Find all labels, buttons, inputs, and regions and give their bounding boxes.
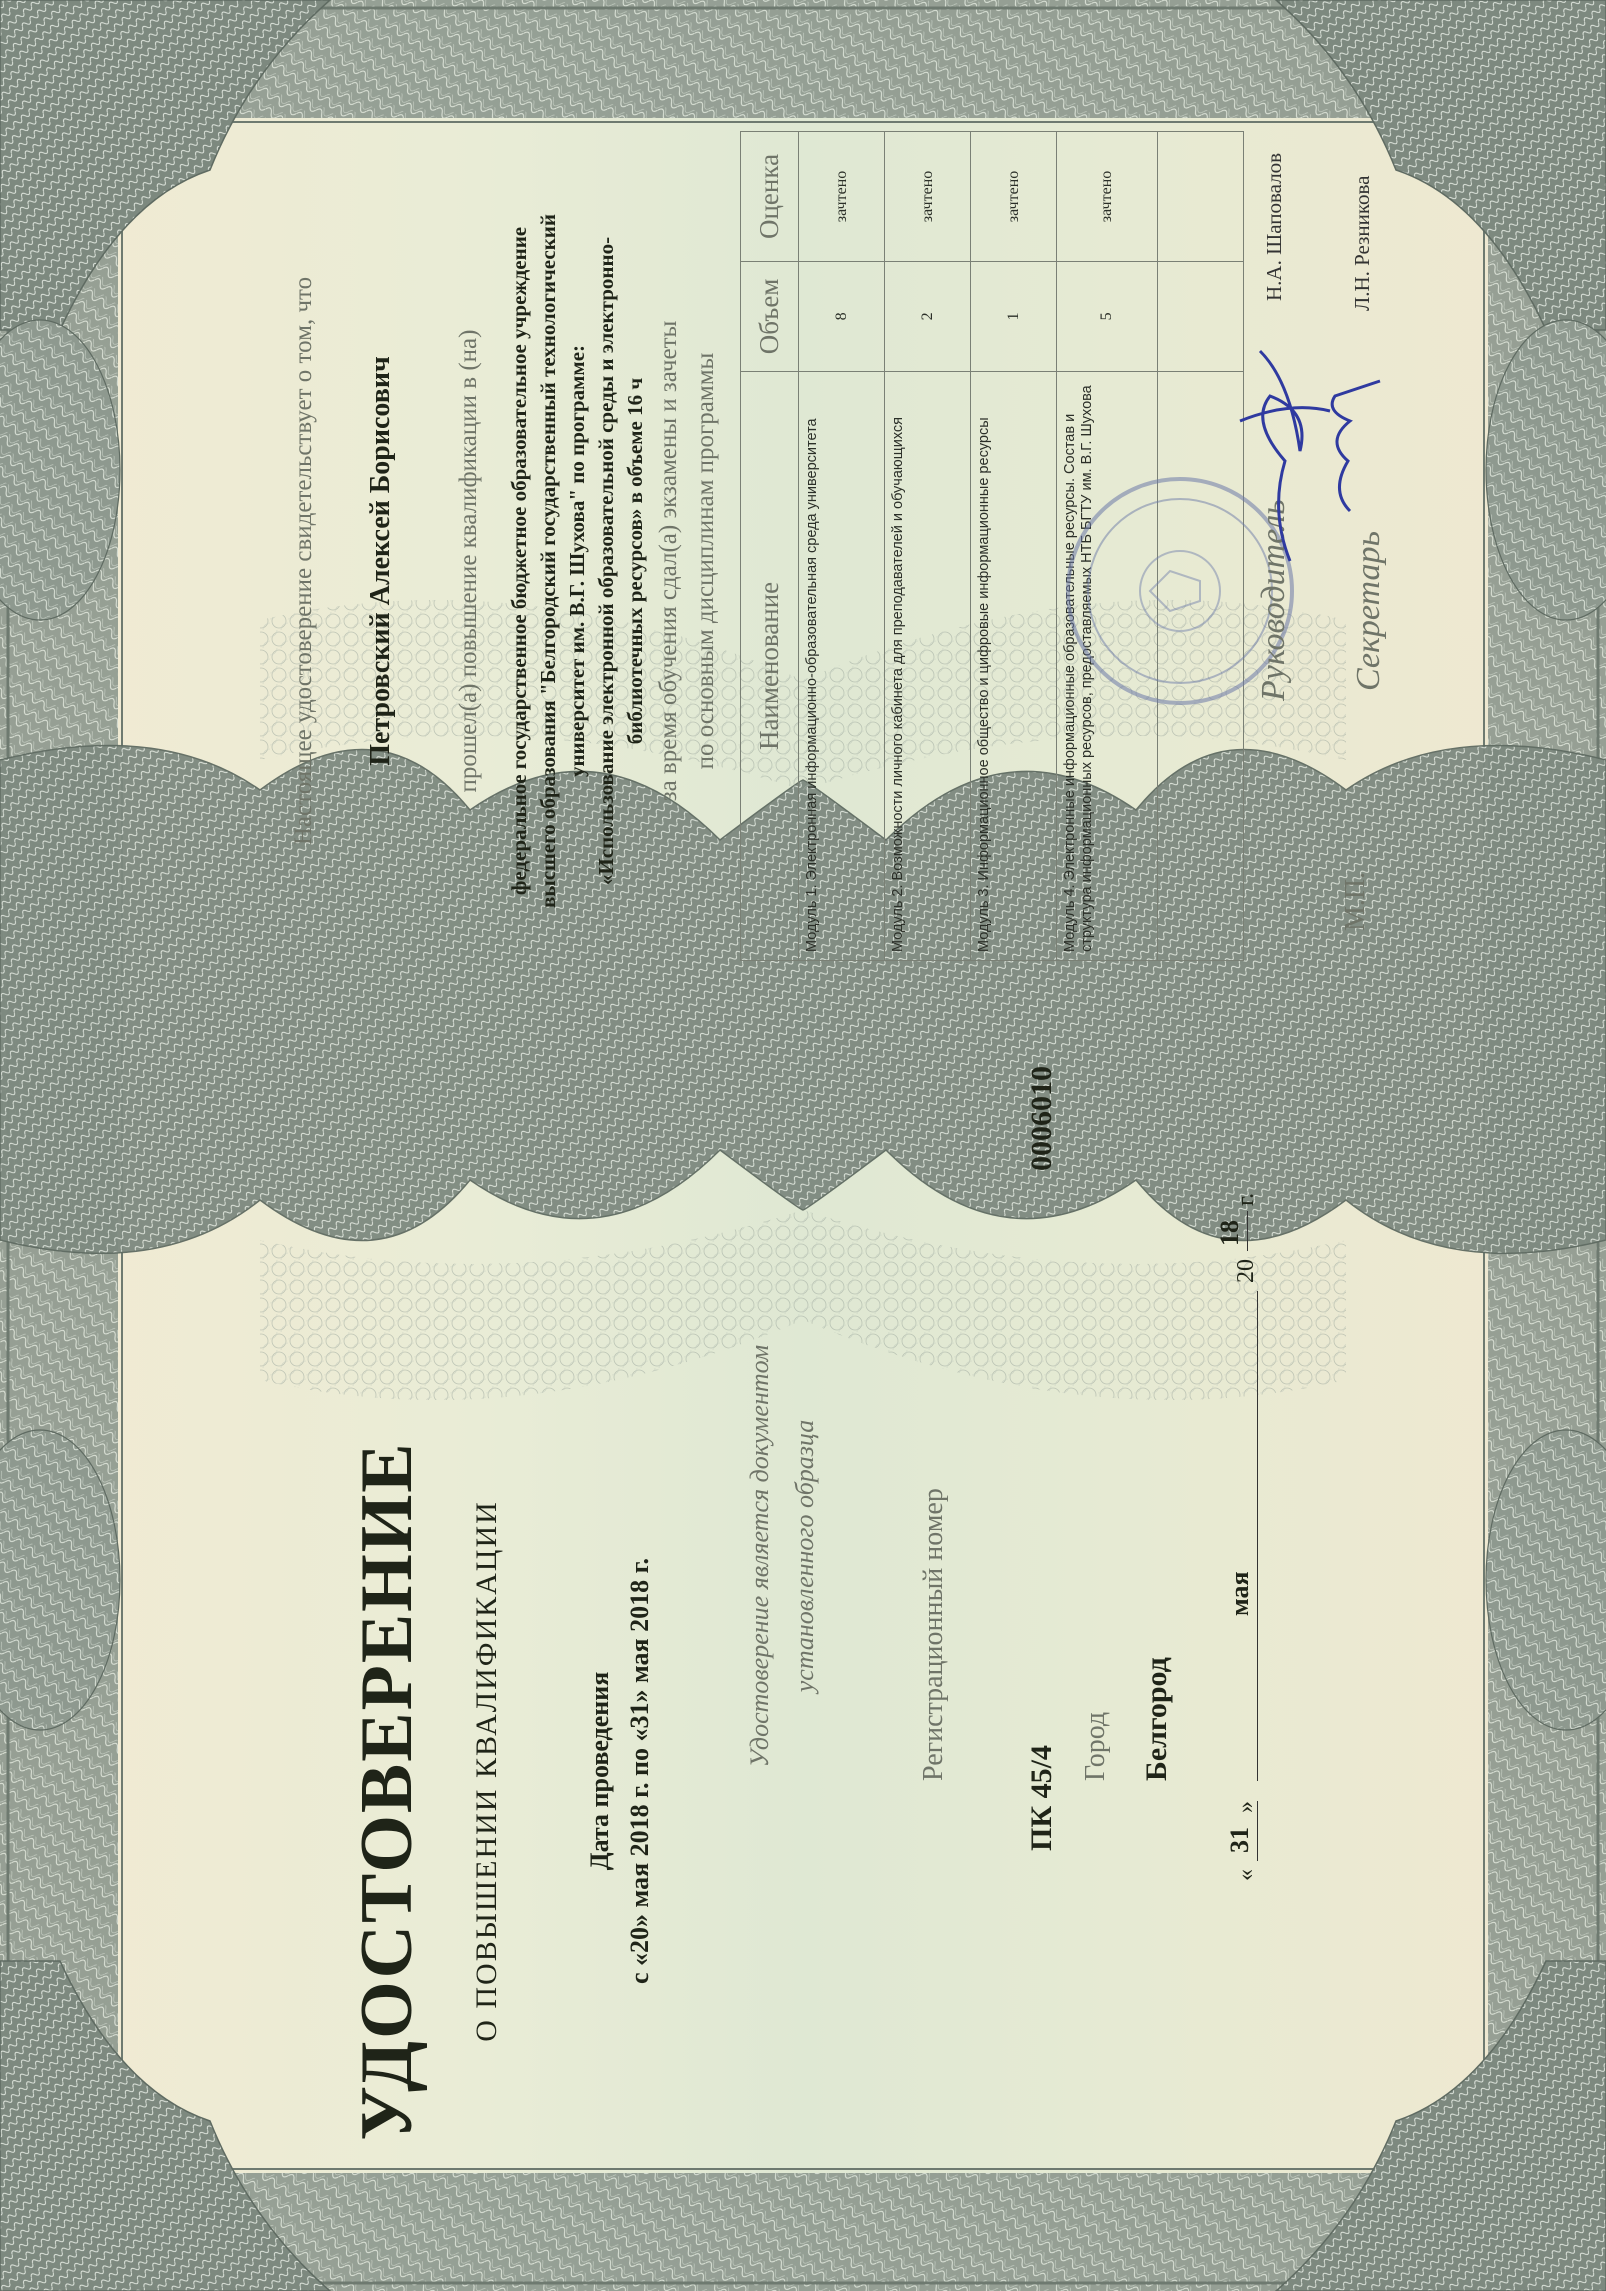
header-name: Наименование — [741, 371, 799, 960]
module-name: Модуль 2. Возможности личного кабинета для преподавателей и обучающихся — [885, 371, 971, 960]
secretary-name: Л.Н. Резникова — [1350, 175, 1374, 311]
doc-note-line1: Удостоверение является документом — [745, 1344, 774, 1768]
reg-number-label: Регистрационный номер — [918, 1488, 949, 1781]
issue-month: мая — [1225, 1571, 1254, 1616]
table-row — [799, 132, 885, 961]
passed-text: прошел(а) повышение квалификации в (на) — [455, 329, 482, 793]
doc-serial: 0006010 — [1025, 1066, 1058, 1171]
institution-line: библиотечных ресурсов» в объеме 16 ч — [623, 377, 647, 745]
module-volume: 8 — [799, 261, 885, 371]
doc-note-line2: установленного образца — [790, 1419, 819, 1693]
header-volume: Объем — [741, 261, 799, 371]
header-grade: Оценка — [741, 132, 799, 262]
module-name: Модуль 3. Информационное общество и цифровые информационные ресурсы — [971, 371, 1057, 960]
certificate-subtitle: О ПОВЫШЕНИИ КВАЛИФИКАЦИИ — [470, 1500, 503, 2042]
issue-day: 31 — [1225, 1827, 1254, 1853]
date-range: с «20» мая 2018 г. по «31» мая 2018 г. — [625, 1558, 654, 1984]
issue-year: 18 — [1215, 1220, 1244, 1246]
module-grade: зачтено — [885, 132, 971, 262]
module-grade: зачтено — [1057, 132, 1158, 262]
city-label: Город — [1080, 1711, 1111, 1781]
module-grade: зачтено — [971, 132, 1057, 262]
certificate-title: УДОСТОВЕРЕНИЕ — [346, 1441, 428, 2141]
issue-date: « 31 » мая 20 18 г. — [1215, 1192, 1259, 1881]
stamp-place: М.П. — [1340, 871, 1371, 931]
intro-text: Настоящее удостоверение свидетельствует о том, что — [290, 276, 317, 846]
module-volume: 5 — [1057, 261, 1158, 371]
person-name: Петровский Алексей Борисович — [365, 356, 396, 766]
city: Белгород — [1140, 1657, 1173, 1781]
table-header-row — [741, 132, 799, 961]
date-label: Дата проведения — [585, 1671, 614, 1871]
table-row — [885, 132, 971, 961]
secretary-label: Секретарь — [1350, 531, 1387, 691]
signature-head — [1230, 331, 1390, 571]
module-grade: зачтено — [799, 132, 885, 262]
year-suffix: г. — [1233, 1192, 1259, 1206]
institution-line: федеральное государственное бюджетное образовательное учреждение — [507, 226, 531, 896]
head-name: Н.А. Шаповалов — [1262, 152, 1286, 301]
module-volume: 2 — [885, 261, 971, 371]
institution-line: высшего образования "Белгородский государственный технологический — [536, 214, 560, 908]
exams-line2: по основным дисциплинам программы — [692, 352, 719, 770]
institution-block — [505, 81, 650, 1041]
institution-line: университет им. В.Г. Шухова" по программе: — [565, 344, 589, 778]
head-label: Руководитель — [1255, 499, 1292, 701]
table-row — [971, 132, 1057, 961]
module-name: Модуль 1. Электронная информационно-образовательная среда университета — [799, 371, 885, 960]
reg-number: ПК 45/4 — [1025, 1745, 1058, 1851]
exams-line1: за время обучения сдал(а) экзамены и зачеты — [655, 320, 682, 802]
module-volume: 1 — [971, 261, 1057, 371]
module-name: Модуль 4. Электронные информационные образовательные ресурсы. Состав и структура информационных ресурсов, предоставляемых НТБ БГТУ им. В.Г. Шухова — [1057, 371, 1158, 960]
issue-year-prefix: 20 — [1233, 1259, 1259, 1283]
institution-line: «Использование электронной образовательной среды и электронно- — [594, 236, 618, 886]
